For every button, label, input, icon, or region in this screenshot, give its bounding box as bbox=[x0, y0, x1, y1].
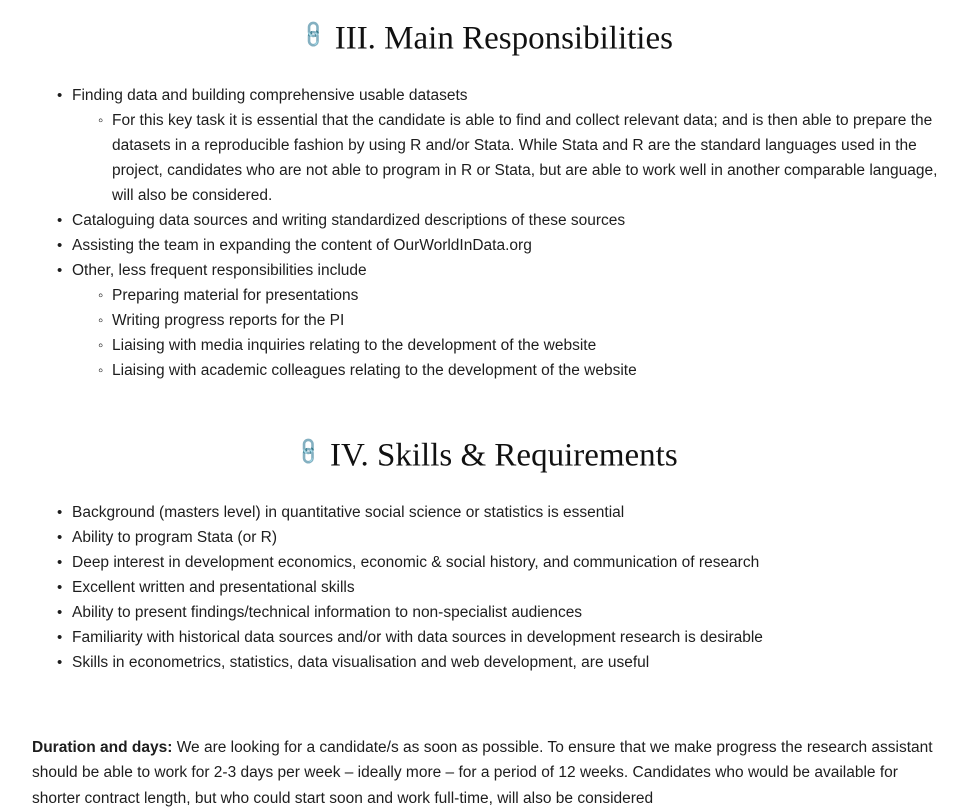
list-item bbox=[30, 600, 946, 625]
spacer-between-sections bbox=[30, 383, 946, 435]
list-item-label: • Ability to present findings/technical information to non-specialist audiences bbox=[72, 600, 946, 625]
list-item bbox=[30, 550, 946, 575]
section-heading-main-responsibilities bbox=[30, 18, 946, 59]
page-title-iv bbox=[30, 435, 946, 476]
list-item bbox=[72, 108, 946, 208]
list-item bbox=[30, 525, 946, 550]
list-item bbox=[30, 258, 946, 383]
list-item bbox=[30, 575, 946, 600]
link-anchor-icon[interactable]: 🔗 bbox=[298, 18, 331, 51]
section-heading-skills-requirements bbox=[30, 435, 946, 476]
list-item-label: • Excellent written and presentational skills bbox=[72, 575, 946, 600]
list-item bbox=[72, 358, 946, 383]
list-item-label: • Assisting the team in expanding the content of OurWorldInData.org bbox=[72, 233, 946, 258]
page-title-iii bbox=[30, 18, 946, 59]
sub-list bbox=[72, 108, 946, 208]
spacer-after-heading-iii bbox=[30, 59, 946, 83]
sub-list bbox=[72, 283, 946, 383]
list-item-label: • Deep interest in development economics, economic & social history, and communication of research bbox=[72, 550, 946, 575]
list-item-label: • Finding data and building comprehensive usable datasets bbox=[72, 83, 946, 108]
closing-label: Duration and days: bbox=[32, 738, 173, 756]
list-item-label: ◦ Preparing material for presentations bbox=[112, 283, 946, 308]
list-item bbox=[72, 283, 946, 308]
closing-body: We are looking for a candidate/s as soon as possible. To ensure that we make progress the research assistant should be able to work for 2-3 days per week – ideally more – for a period of 12 weeks. Candidates who would be available for shorter contract length, but who could start soon and work full-time, will also be considered bbox=[32, 738, 933, 807]
list-item-label: • Background (masters level) in quantitative social science or statistics is essential bbox=[72, 500, 946, 525]
list-item-label: • Skills in econometrics, statistics, data visualisation and web development, are useful bbox=[72, 650, 946, 675]
list-item-label: ◦ Writing progress reports for the PI bbox=[112, 308, 946, 333]
heading-text-iii: III. Main Responsibilities bbox=[334, 20, 673, 57]
list-item bbox=[30, 500, 946, 525]
list-item bbox=[30, 625, 946, 650]
spacer-before-closing bbox=[30, 675, 946, 719]
closing-paragraph bbox=[30, 735, 946, 811]
responsibilities-list bbox=[30, 83, 946, 383]
list-item bbox=[72, 308, 946, 333]
list-item bbox=[30, 208, 946, 233]
spacer-after-heading-iv bbox=[30, 476, 946, 500]
list-item-label: • Cataloguing data sources and writing standardized descriptions of these sources bbox=[72, 208, 946, 233]
list-item-label: ◦ Liaising with academic colleagues relating to the development of the website bbox=[112, 358, 946, 383]
skills-list bbox=[30, 500, 946, 675]
list-item-label: ◦ Liaising with media inquiries relating to the development of the website bbox=[112, 333, 946, 358]
list-item bbox=[30, 233, 946, 258]
heading-text-iv: IV. Skills & Requirements bbox=[329, 437, 678, 474]
list-item bbox=[30, 650, 946, 675]
list-item bbox=[72, 333, 946, 358]
list-item-label: ◦ For this key task it is essential that the candidate is able to find and collect relevant data; and is then able to prepare the datasets in a reproducible fashion by using R and/or Stata. While Stata and R are the standard languages used in the project, candidates who are not able to program in R or Stata, but are able to work well in another comparable language, will also be considered. bbox=[112, 108, 946, 208]
top-spacer bbox=[30, 0, 946, 18]
list-item-label: • Familiarity with historical data sources and/or with data sources in development research is desirable bbox=[72, 625, 946, 650]
list-item-label: • Ability to program Stata (or R) bbox=[72, 525, 946, 550]
list-item-label: • Other, less frequent responsibilities include bbox=[72, 258, 946, 283]
list-item bbox=[30, 83, 946, 208]
link-anchor-icon[interactable]: 🔗 bbox=[293, 436, 326, 468]
